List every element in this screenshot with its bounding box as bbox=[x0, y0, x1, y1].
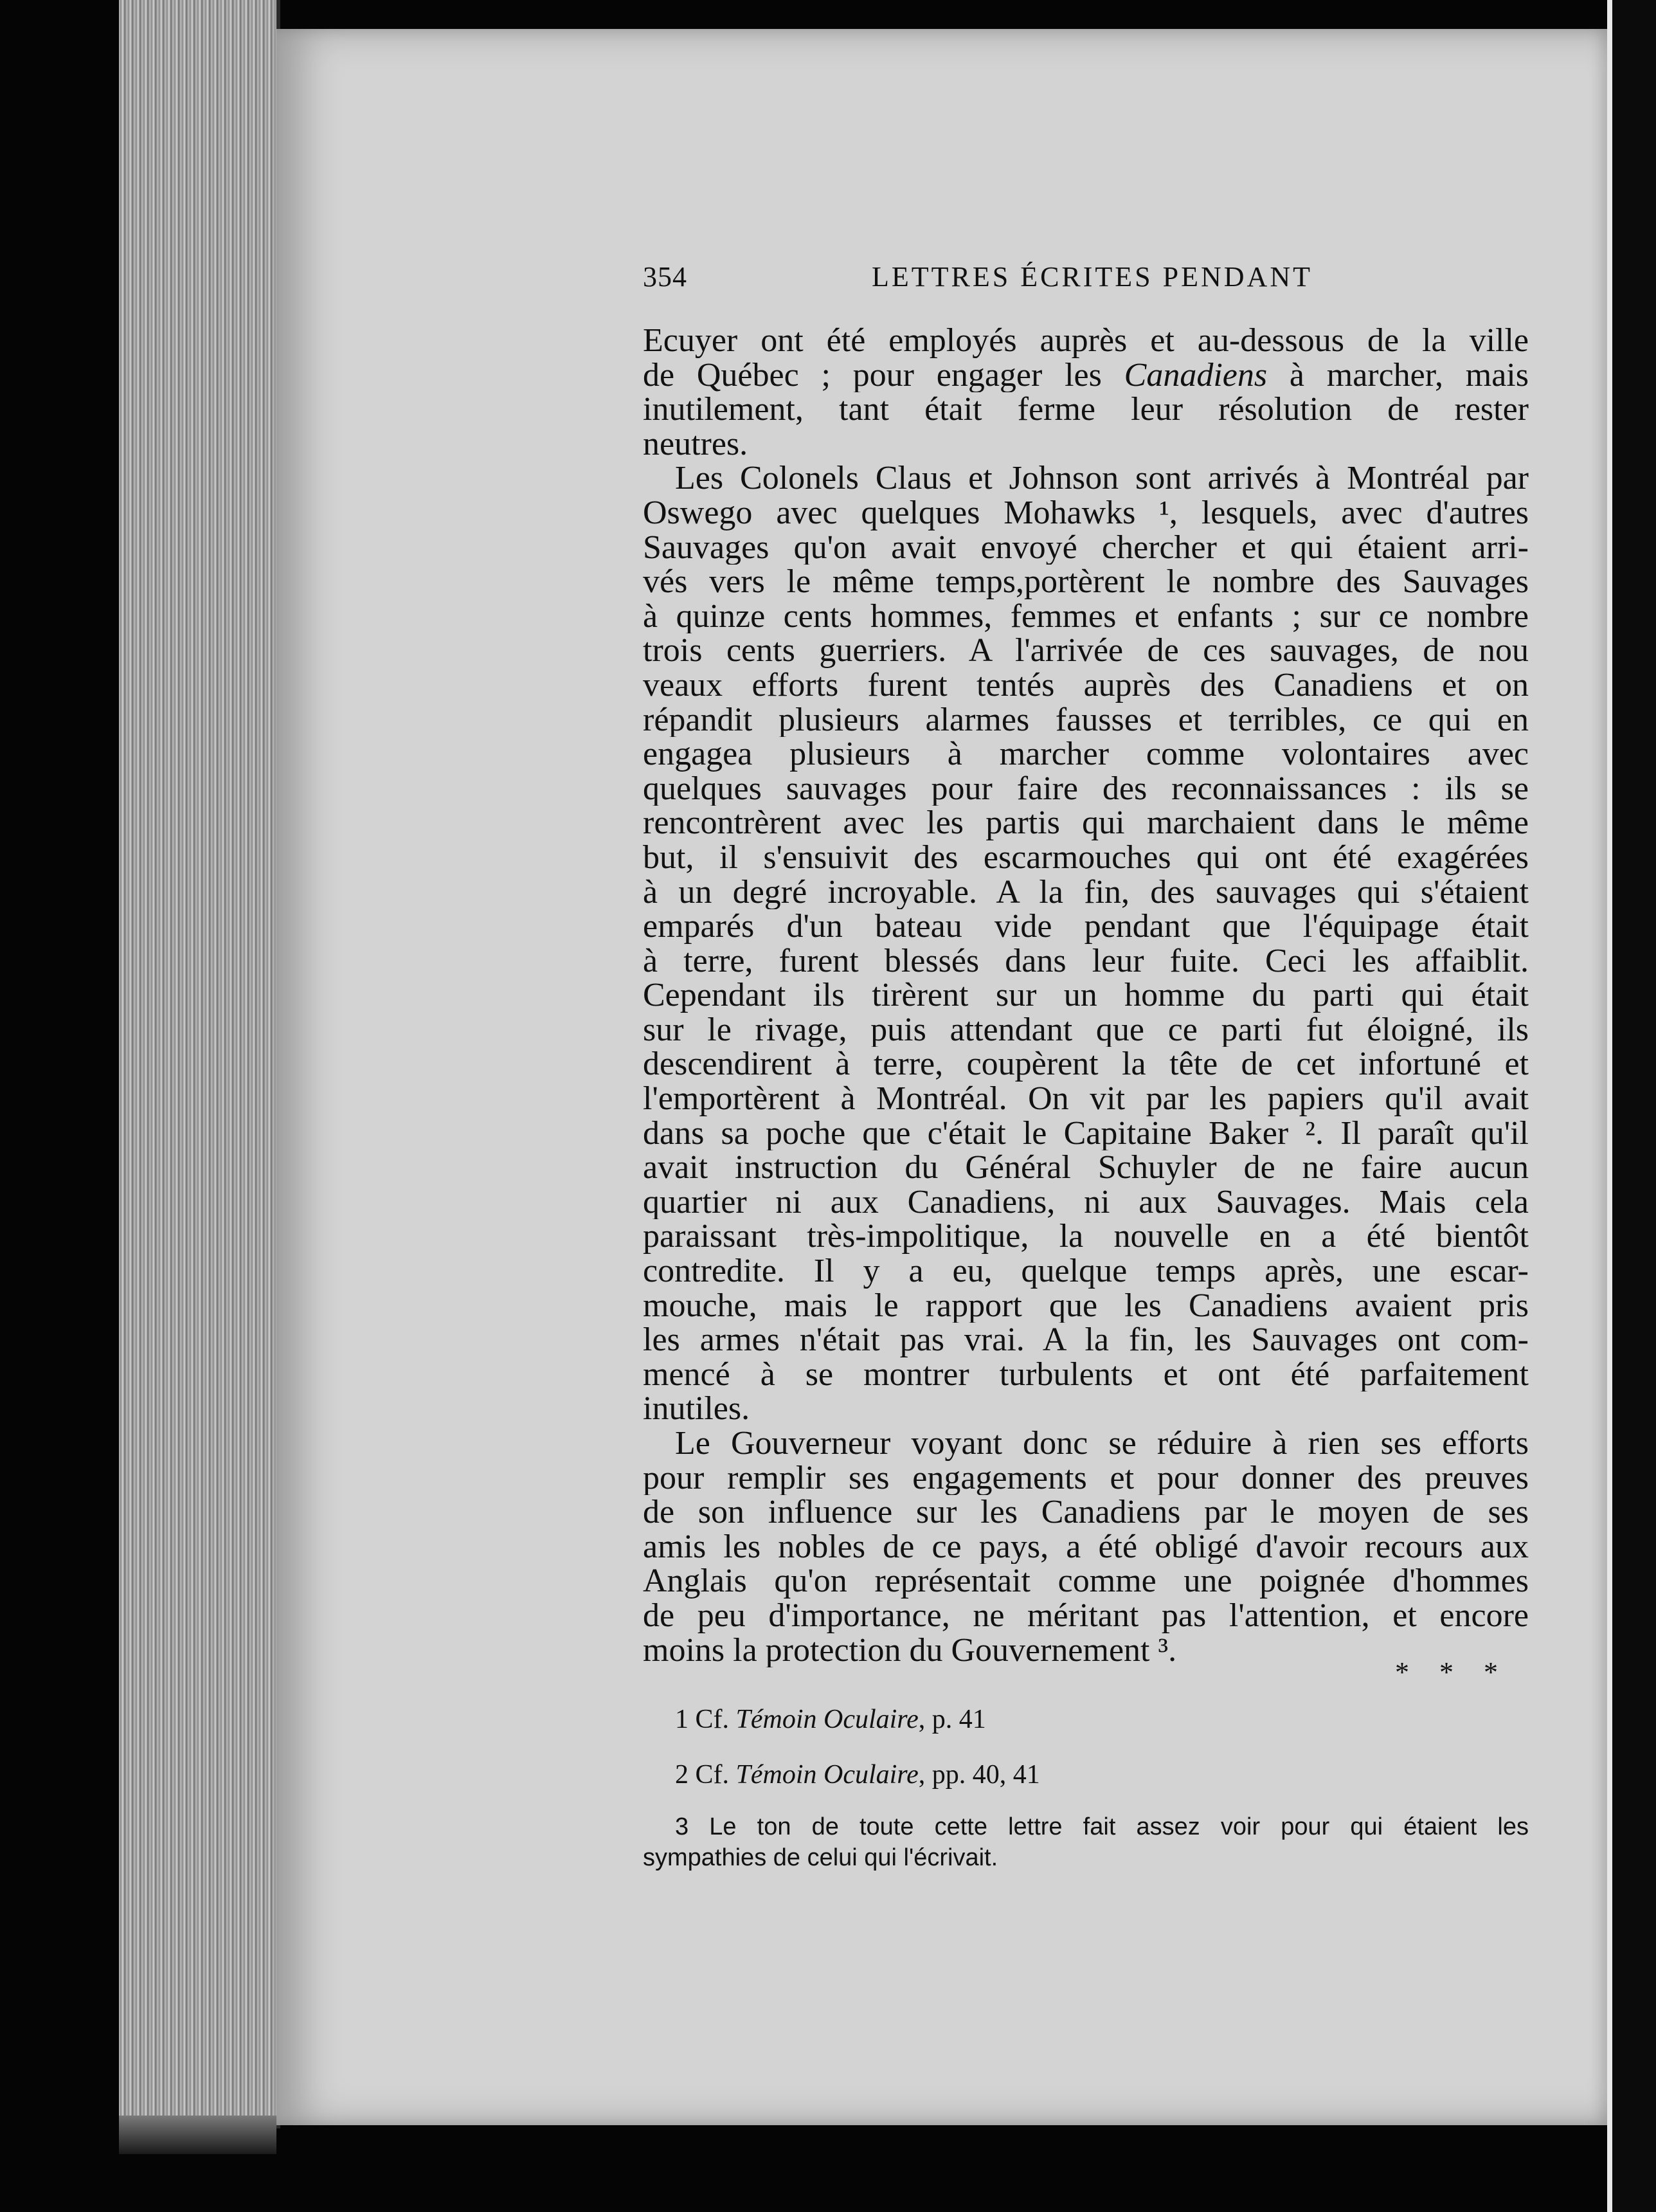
text-line: à un degré incroyable. A la fin, des sauvages qui s'étaient bbox=[643, 875, 1529, 910]
text-line: de peu d'importance, ne méritant pas l'attention, et encore bbox=[643, 1598, 1529, 1633]
text-line bbox=[643, 358, 1529, 393]
page-number: 354 bbox=[643, 261, 687, 293]
text-line: amis les nobles de ce pays, a été obligé d'avoir recours aux bbox=[643, 1529, 1529, 1564]
text-line: Oswego avec quelques Mohawks ¹, lesquels, avec d'autres bbox=[643, 495, 1529, 530]
text-line: à quinze cents hommes, femmes et enfants ; sur ce nombre bbox=[643, 599, 1529, 634]
footnote-1-title: Témoin Oculaire bbox=[735, 1705, 919, 1734]
text-line: mencé à se montrer turbulents et ont été parfaitement bbox=[643, 1357, 1529, 1392]
text-line: Cependant ils tirèrent sur un homme du parti qui était bbox=[643, 978, 1529, 1013]
text-line: Anglais qu'on représentait comme une poignée d'hommes bbox=[643, 1564, 1529, 1599]
text-line-prefix: de Québec ; pour engager les bbox=[643, 358, 1124, 393]
footnote-3-line-1: 3 Le ton de toute cette lettre fait assez voir pour qui étaient les bbox=[675, 1813, 1529, 1840]
running-title: LETTRES ÉCRITES PENDANT bbox=[872, 261, 1313, 293]
text-line: avait instruction du Général Schuyler de ne faire aucun bbox=[643, 1150, 1529, 1185]
facing-page-edge bbox=[1607, 0, 1656, 2212]
text-line: de son influence sur les Canadiens par le moyen de ses bbox=[643, 1495, 1529, 1530]
text-line: paraissant très-impolitique, la nouvelle en a été bientôt bbox=[643, 1219, 1529, 1255]
footnote-1-page: , p. 41 bbox=[918, 1705, 986, 1734]
text-line: contredite. Il y a eu, quelque temps après, une escar- bbox=[643, 1254, 1529, 1289]
footnote-3-line-2: sympathies de celui qui l'écrivait. bbox=[643, 1844, 998, 1871]
text-line: Le Gouverneur voyant donc se réduire à rien ses efforts bbox=[675, 1426, 1529, 1461]
text-line: rencontrèrent avec les partis qui marchaient dans le même bbox=[643, 806, 1529, 840]
text-line: emparés d'un bateau vide pendant que l'équipage était bbox=[643, 909, 1529, 944]
text-line: les armes n'était pas vrai. A la fin, les Sauvages ont com- bbox=[643, 1323, 1529, 1357]
text-line: l'emportèrent à Montréal. On vit par les papiers qu'il avait bbox=[643, 1082, 1529, 1116]
text-line: inutiles. bbox=[643, 1392, 750, 1426]
text-line: répandit plusieurs alarmes fausses et terribles, ce qui en bbox=[643, 702, 1529, 738]
page-header bbox=[643, 260, 1313, 305]
text-line: Les Colonels Claus et Johnson sont arrivés à Montréal par bbox=[675, 461, 1529, 496]
text-line: veaux efforts furent tentés auprès des Canadiens et on bbox=[643, 667, 1529, 703]
text-line: mouche, mais le rapport que les Canadiens avaient pris bbox=[643, 1288, 1529, 1323]
text-line: pour remplir ses engagements et pour donner des preuves bbox=[643, 1460, 1529, 1496]
body-text bbox=[643, 323, 1529, 1667]
text-line: dans sa poche que c'était le Capitaine Baker ². Il paraît qu'il bbox=[643, 1116, 1529, 1151]
text-line: quartier ni aux Canadiens, ni aux Sauvages. Mais cela bbox=[643, 1184, 1529, 1220]
text-line: neutres. bbox=[643, 426, 748, 462]
text-line: inutilement, tant était ferme leur résolution de rester bbox=[643, 392, 1529, 427]
book-page-edges bbox=[119, 0, 280, 2128]
section-ornament: * * * bbox=[1395, 1656, 1509, 1688]
text-line: moins la protection du Gouvernement ³. bbox=[643, 1633, 1177, 1668]
text-line: Ecuyer ont été employés auprès et au-dessous de la ville bbox=[643, 323, 1529, 358]
text-line: but, il s'ensuivit des escarmouches qui ont été exagérées bbox=[643, 840, 1529, 875]
text-line: engagea plusieurs à marcher comme volontaires avec bbox=[643, 737, 1529, 772]
text-line: à terre, furent blessés dans leur fuite. Ceci les affaiblit. bbox=[643, 943, 1529, 979]
footnote-2-prefix: 2 Cf. bbox=[675, 1760, 736, 1790]
text-line: descendirent à terre, coupèrent la tête de cet infortuné et bbox=[643, 1047, 1529, 1082]
footnote-2-pages: , pp. 40, 41 bbox=[918, 1760, 1040, 1790]
text-line: quelques sauvages pour faire des reconnaissances : ils se bbox=[643, 771, 1529, 806]
text-line-suffix: à marcher, mais bbox=[1267, 358, 1529, 393]
text-line: sur le rivage, puis attendant que ce parti fut éloigné, ils bbox=[643, 1012, 1529, 1047]
footnote-2 bbox=[675, 1759, 1040, 1790]
text-line: trois cents guerriers. A l'arrivée de ces sauvages, de nou bbox=[643, 633, 1529, 668]
footnote-1-prefix: 1 Cf. bbox=[675, 1705, 736, 1734]
footnote-2-title: Témoin Oculaire bbox=[735, 1760, 919, 1790]
text-line: vés vers le même temps,portèrent le nombre des Sauvages bbox=[643, 565, 1529, 599]
text-line: Sauvages qu'on avait envoyé chercher et qui étaient arri- bbox=[643, 530, 1529, 565]
footnote-1 bbox=[675, 1704, 986, 1735]
text-line-emphasis: Canadiens bbox=[1124, 358, 1268, 393]
